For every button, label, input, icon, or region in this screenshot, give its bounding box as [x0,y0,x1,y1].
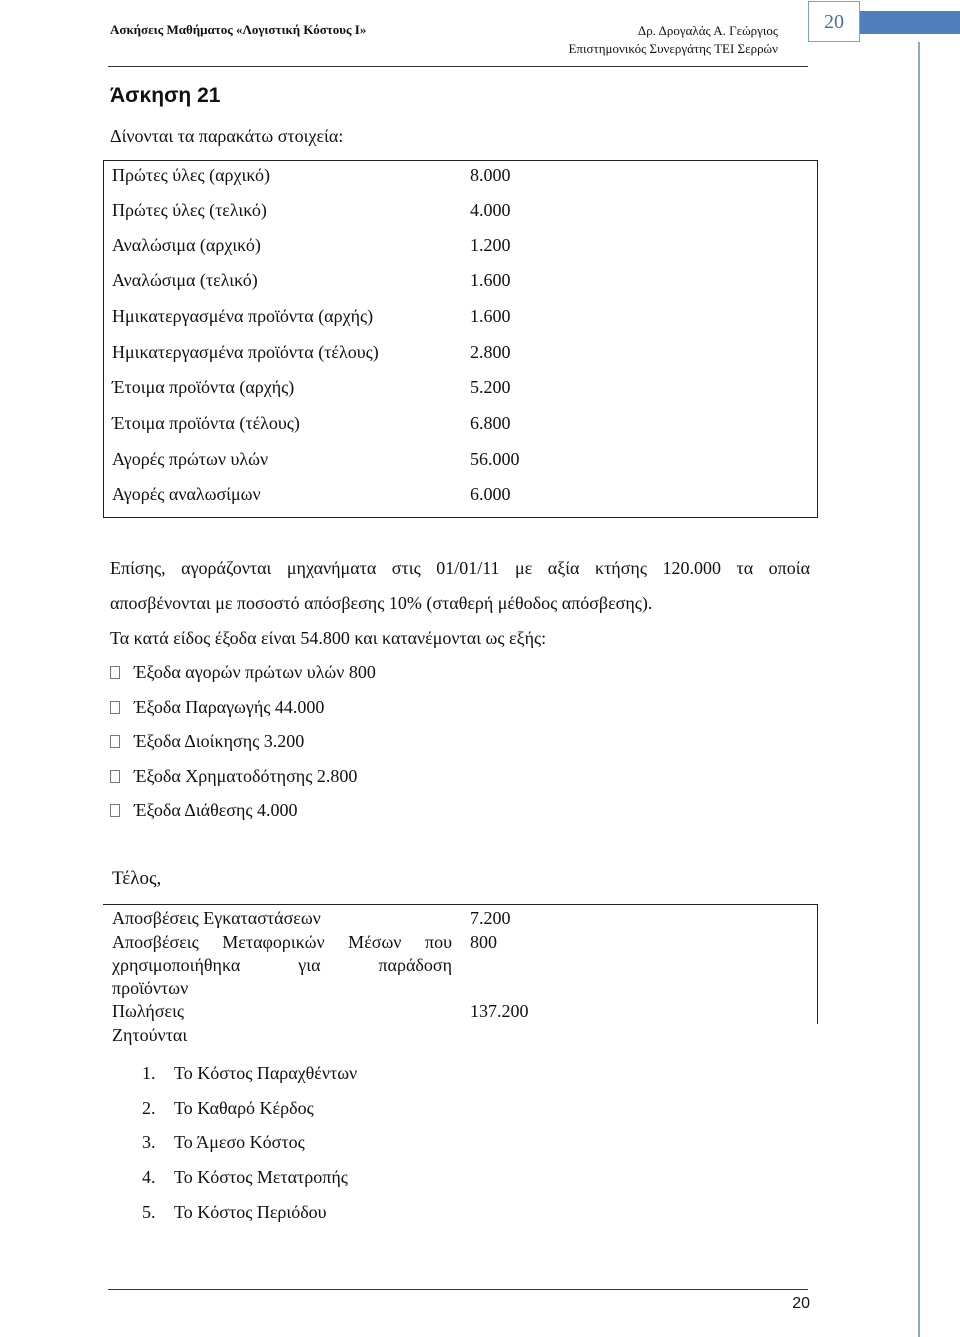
table-row [112,477,812,512]
row-label: Αγορές πρώτων υλών [112,449,269,469]
exercise-intro: Δίνονται τα παρακάτω στοιχεία: [110,126,344,146]
bullet-icon [110,701,120,714]
list-text: Το Άμεσο Κόστος [174,1132,305,1152]
paragraph-line-1: Επίσης, αγοράζονται μηχανήματα στις 01/01/11 με αξία κτήσης 120.000 τα οποία [110,558,810,578]
final-row-2-value: 800 [470,932,497,952]
header-title: Ασκήσεις Μαθήματος «Λογιστική Κόστους Ι» [110,22,367,37]
final-row-1-value: 7.200 [470,908,511,928]
expense-text: Έξοδα αγορών πρώτων υλών 800 [134,662,376,682]
row-value: 56.000 [470,449,520,469]
table-row [112,370,812,405]
final-row-2-line-3: προϊόντων [112,978,189,998]
final-row-2-line-1-text: Αποσβέσεις Μεταφορικών Μέσων που [112,932,452,952]
list-text: Το Κόστος Παραχθέντων [174,1063,358,1083]
list-number: 1. [142,1063,156,1083]
row-label: Ημικατεργασμένα προϊόντα (τέλους) [112,342,379,362]
list-item [110,731,304,751]
row-value: 2.800 [470,342,511,362]
list-number: 5. [142,1202,156,1222]
table-row [112,193,812,228]
final-row-3-label: Πωλήσεις [112,1001,185,1021]
row-value: 6.800 [470,413,511,433]
table-row [112,263,812,298]
row-value: 1.600 [470,270,511,290]
paragraph-line [110,558,810,578]
final-row-3-value: 137.200 [470,1001,529,1021]
row-label: Έτοιμα προϊόντα (τέλους) [112,413,300,433]
expense-text: Έξοδα Διοίκησης 3.200 [134,731,305,751]
row-label: Έτοιμα προϊόντα (αρχής) [112,377,295,397]
table-row [112,299,812,334]
bullet-icon [110,804,120,817]
row-label: Αγορές αναλωσίμων [112,484,261,504]
paragraph-line-2: αποσβένονται με ποσοστό απόσβεσης 10% (σταθερή μέθοδος απόσβεσης). [110,593,653,613]
row-label: Ημικατεργασμένα προϊόντα (αρχής) [112,306,374,326]
list-item [110,662,376,682]
list-text: Το Καθαρό Κέρδος [174,1098,314,1118]
table-row [112,158,812,193]
list-item [142,1167,348,1187]
expense-text: Έξοδα Παραγωγής 44.000 [134,697,325,717]
footer-page-number: 20 [792,1295,810,1312]
paragraph-line-3: Τα κατά είδος έξοδα είναι 54.800 και κατανέμονται ως εξής: [110,628,547,648]
list-item [142,1202,327,1222]
finally-label: Τέλος, [112,868,162,889]
footer-divider [108,1289,808,1290]
final-row-2-line-2 [112,954,452,977]
list-item [110,697,324,717]
row-value: 1.200 [470,235,511,255]
expense-text: Έξοδα Διάθεσης 4.000 [134,800,298,820]
final-row-1-label: Αποσβέσεις Εγκαταστάσεων [112,908,321,928]
list-item [142,1063,357,1083]
expense-text: Έξοδα Χρηματοδότησης 2.800 [134,766,358,786]
row-label: Αναλώσιμα (αρχικό) [112,235,261,255]
list-number: 3. [142,1132,156,1152]
list-item [142,1132,305,1152]
bullet-icon [110,770,120,783]
list-number: 2. [142,1098,156,1118]
required-label: Ζητούνται [112,1025,188,1045]
list-item [110,766,357,786]
header-page-number: 20 [808,1,860,42]
header-author-block [568,22,778,58]
row-label: Πρώτες ύλες (αρχικό) [112,165,270,185]
list-text: Το Κόστος Περιόδου [174,1202,327,1222]
table-row [112,228,812,263]
list-text: Το Κόστος Μετατροπής [174,1167,348,1187]
header-author: Δρ. Δρογαλάς Α. Γεώργιος [637,23,778,38]
exercise-title: Άσκηση 21 [110,84,221,107]
row-value: 1.600 [470,306,511,326]
row-label: Πρώτες ύλες (τελικό) [112,200,267,220]
final-row-2-line-1 [112,931,452,954]
header-divider [108,66,808,67]
table-row [112,442,812,477]
header-affiliation: Επιστημονικός Συνεργάτης ΤΕΙ Σερρών [568,41,778,56]
final-row-2-line-2-text: χρησιμοποιήθηκα για παράδοση [112,955,452,975]
table-row [112,335,812,370]
list-number: 4. [142,1167,156,1187]
row-label: Αναλώσιμα (τελικό) [112,270,258,290]
margin-line [918,42,920,1337]
table-row [112,406,812,441]
bullet-icon [110,666,120,679]
list-item [110,800,298,820]
bullet-icon [110,735,120,748]
row-value: 8.000 [470,165,511,185]
row-value: 6.000 [470,484,511,504]
list-item [142,1098,314,1118]
row-value: 5.200 [470,377,511,397]
row-value: 4.000 [470,200,511,220]
